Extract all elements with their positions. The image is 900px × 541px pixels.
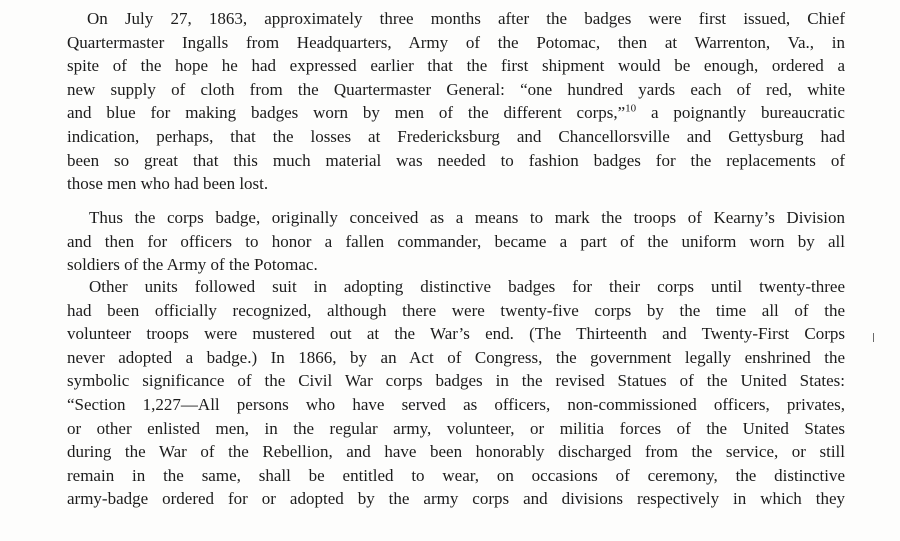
text-line: remain in the same, shall be entitled to wear, on occasions of ceremony, the distinctive	[67, 465, 845, 485]
text-line: had been officially recognized, although there were twenty-five corps by the time all of the	[67, 300, 845, 320]
paragraph-1	[67, 7, 845, 196]
text-line: new supply of cloth from the Quartermaster General: “one hundred yards each of red, white	[67, 79, 845, 99]
footnote-ref: 10	[625, 102, 637, 115]
text-segment: a poignantly bureaucratic	[636, 103, 845, 123]
paragraph-2	[67, 206, 845, 277]
text-line: Other units followed suit in adopting distinctive badges for their corps until twenty-three	[89, 277, 845, 296]
text-line: Thus the corps badge, originally conceived as a means to mark the troops of Kearny’s Division	[89, 208, 845, 227]
text-line: during the War of the Rebellion, and have been honorably discharged from the service, or still	[67, 442, 845, 462]
text-line: or other enlisted men, in the regular army, volunteer, or militia forces of the United States	[67, 418, 845, 438]
text-segment: and blue for making badges worn by men of the different corps,”	[67, 103, 626, 123]
text-line: volunteer troops were mustered out at the War’s end. (The Thirteenth and Twenty-First Corps	[67, 324, 845, 344]
text-line: symbolic significance of the Civil War corps badges in the revised Statues of the United States:	[67, 371, 845, 391]
text-line: and then for officers to honor a fallen commander, became a part of the uniform worn by all	[67, 231, 845, 251]
text-line: been so great that this much material was needed to fashion badges for the replacements of	[67, 150, 845, 170]
paragraph-3	[67, 275, 845, 511]
text-line: army-badge ordered for or adopted by the army corps and divisions respectively in which they	[67, 489, 845, 509]
text-line-with-footnote	[67, 101, 845, 125]
text-line: indication, perhaps, that the losses at Fredericksburg and Chancellorsville and Gettysburg had	[67, 126, 845, 146]
text-line: Quartermaster Ingalls from Headquarters, Army of the Potomac, then at Warrenton, Va., in	[67, 32, 845, 52]
text-line: never adopted a badge.) In 1866, by an Act of Congress, the government legally enshrined the	[67, 347, 845, 367]
margin-mark	[873, 333, 874, 342]
text-line: soldiers of the Army of the Potomac.	[67, 255, 318, 275]
text-line: those men who had been lost.	[67, 174, 269, 194]
text-line: spite of the hope he had expressed earlier that the first shipment would be enough, ordered a	[67, 56, 845, 76]
text-line: “Section 1,227—All persons who have served as officers, non-commissioned officers, privates,	[67, 394, 845, 414]
text-line: On July 27, 1863, approximately three months after the badges were first issued, Chief	[87, 9, 845, 28]
